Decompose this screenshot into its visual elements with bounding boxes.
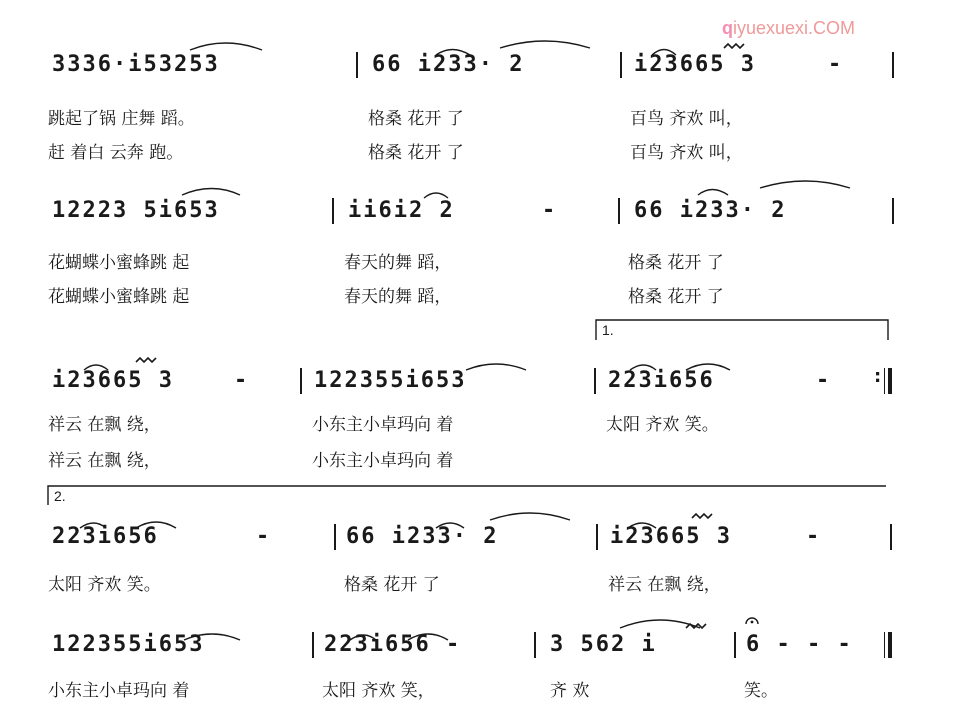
barline-thick (888, 632, 892, 658)
barline (534, 632, 536, 658)
slur (490, 513, 570, 520)
fermata-mark (746, 618, 758, 624)
barline (620, 52, 622, 78)
mordent-mark (136, 358, 156, 362)
lyric-line: 太阳 齐欢 笑。 (48, 575, 161, 595)
barline (596, 524, 598, 550)
barline-thick (888, 368, 892, 394)
measure-notes: 12223 5i653 (52, 198, 220, 223)
lyric-line: 齐 欢 (550, 681, 590, 701)
lyric-line: 笑。 (744, 681, 778, 701)
slur (182, 189, 240, 196)
barline (734, 632, 736, 658)
slur (620, 620, 700, 628)
mordent-mark (686, 624, 706, 628)
lyric-line: 百鸟 齐欢 叫， (630, 143, 743, 163)
lyric-line: 格桑 花开 了 (344, 575, 440, 595)
measure-notes: i23665 3 (634, 52, 756, 77)
measure-notes: 3 562 i (550, 632, 657, 657)
sustain-dash: - (808, 524, 818, 549)
sustain-dash: - (236, 368, 246, 393)
measure-notes: i23665 3 (52, 368, 174, 393)
measure-notes: 223i656 (608, 368, 715, 393)
measure-notes: 66 i233· 2 (634, 198, 787, 223)
measure-notes: 223i656 (52, 524, 159, 549)
volta-bracket (48, 486, 886, 505)
volta-bracket (596, 320, 888, 340)
lyric-line: 祥云 在飘 绕， (48, 451, 161, 471)
lyric-line: 春天的舞 蹈， (344, 287, 452, 307)
measure-notes: 122355i653 (314, 368, 467, 393)
barline (332, 198, 334, 224)
measure-notes: 66 i233· 2 (372, 52, 525, 77)
lyric-line: 格桑 花开 了 (368, 143, 464, 163)
lyric-line: 太阳 齐欢 笑。 (606, 415, 719, 435)
lyric-line: 祥云 在飘 绕， (608, 575, 721, 595)
barline (890, 524, 892, 550)
lyric-line: 太阳 齐欢 笑， (322, 681, 435, 701)
lyric-line: 花蝴蝶小蜜蜂跳 起 (48, 287, 190, 307)
mordent-mark (724, 44, 744, 48)
repeat-dots: : (874, 366, 882, 387)
measure-notes: ii6i2 2 (348, 198, 455, 223)
lyric-line: 跳起了锅 庄舞 蹈。 (48, 109, 195, 129)
lyric-line: 春天的舞 蹈， (344, 253, 452, 273)
barline (334, 524, 336, 550)
barline-thin (884, 368, 885, 394)
barline (618, 198, 620, 224)
site-watermark: qiyuexuexi.COM (722, 18, 856, 38)
measure-notes: 3336·i53253 (52, 52, 220, 77)
barline (312, 632, 314, 658)
slur (466, 364, 526, 370)
barline (892, 198, 894, 224)
volta-label-first: 1. (602, 322, 614, 338)
lyric-line: 百鸟 齐欢 叫， (630, 109, 743, 129)
slur (760, 181, 850, 188)
barline (356, 52, 358, 78)
lyric-line: 小东主小卓玛向 着 (312, 451, 454, 471)
volta-label-second: 2. (54, 488, 66, 504)
slur (698, 190, 728, 196)
fermata-dot (751, 621, 754, 624)
barline (300, 368, 302, 394)
sustain-dash: - (258, 524, 268, 549)
lyric-line: 格桑 花开 了 (628, 287, 724, 307)
barline (892, 52, 894, 78)
lyric-line: 小东主小卓玛向 着 (48, 681, 190, 701)
lyric-line: 格桑 花开 了 (628, 253, 724, 273)
lyric-line: 小东主小卓玛向 着 (312, 415, 454, 435)
lyric-line: 格桑 花开 了 (368, 109, 464, 129)
measure-notes: 122355i653 (52, 632, 205, 657)
sustain-dash: - (544, 198, 554, 223)
sustain-dash: - (818, 368, 828, 393)
lyric-line: 花蝴蝶小蜜蜂跳 起 (48, 253, 190, 273)
measure-notes: 6 - - - (746, 632, 853, 657)
barline-thin (884, 632, 885, 658)
measure-notes: 223i656 - (324, 632, 462, 657)
lyric-line: 祥云 在飘 绕， (48, 415, 161, 435)
slur (190, 43, 262, 50)
measure-notes: 66 i233· 2 (346, 524, 499, 549)
lyric-line: 赶 着白 云奔 跑。 (48, 143, 184, 163)
barline (594, 368, 596, 394)
mordent-mark (692, 514, 712, 518)
slur (500, 41, 590, 48)
sustain-dash: - (830, 52, 840, 77)
measure-notes: i23665 3 (610, 524, 732, 549)
